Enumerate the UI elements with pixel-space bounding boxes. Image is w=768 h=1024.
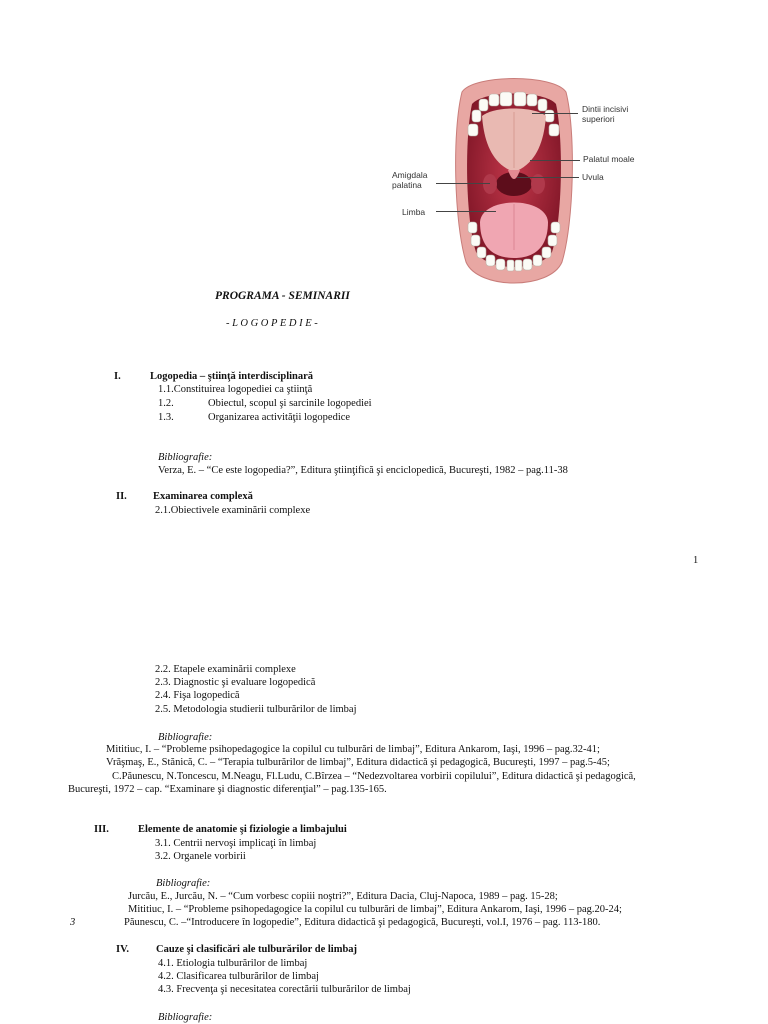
section-4-heading: Cauze şi clasificări ale tulburărilor de limbaj <box>156 944 358 955</box>
section-4-numeral: IV. <box>116 944 129 955</box>
label-upper-incisors <box>582 104 628 124</box>
section-2-item: 2.5. Metodologia studierii tulburărilor de limbaj <box>155 704 357 715</box>
page-number: 1 <box>693 555 699 566</box>
section-2-item: 2.1.Obiectivele examinării complexe <box>155 505 311 516</box>
section-1-item: Obiectul, scopul şi sarcinile logopediei <box>208 398 372 409</box>
leader-line <box>532 113 578 114</box>
section-3-item: 3.1. Centrii nervoşi implicaţi în limbaj <box>155 838 317 849</box>
section-3-bibliography-entry: Mititiuc, I. – “Probleme psihopedagogice la copilul cu tulburări de limbaj”, Editura Ankarom, Iaşi, 1996 – pag.20-24; <box>128 904 622 915</box>
section-2-bibliography-label: Bibliografie: <box>158 732 213 743</box>
section-3-bibliography-label: Bibliografie: <box>156 878 211 889</box>
section-1-numeral: I. <box>114 371 121 382</box>
label-tonsil-line1: Amigdala <box>392 170 428 180</box>
section-2-bibliography-entry: Mititiuc, I. – “Probleme psihopedagogice la copilul cu tulburări de limbaj”, Editura Ankarom, Iaşi, 1996 – pag.32-41; <box>106 744 600 755</box>
section-1-heading: Logopedia – ştiinţă interdisciplinară <box>150 371 314 382</box>
section-2-bibliography-entry: Vrăşmaş, E., Stănică, C. – “Terapia tulburărilor de limbaj”, Editura didactică şi pedagogică, Bucureşti, 1997 – pag.5-45; <box>106 757 610 768</box>
section-2-heading: Examinarea complexă <box>153 491 253 502</box>
leader-line <box>517 177 579 178</box>
section-1-item: Organizarea activităţii logopedice <box>208 412 351 423</box>
section-3-bibliography-entry: Păunescu, C. –“Introducere în logopedie”, Editura didactică şi pedagogică, Bucureşti, vol.I, 1976 – pag. 113-180. <box>124 917 601 928</box>
section-2-bibliography-entry: Bucureşti, 1972 – cap. “Examinare şi diagnostic diferenţial” – pag.135-165. <box>68 784 387 795</box>
section-4-bibliography-label: Bibliografie: <box>158 1012 213 1023</box>
section-4-item: 4.3. Frecvenţa şi necesitatea corectării tulburărilor de limbaj <box>158 984 411 995</box>
label-soft-palate: Palatul moale <box>583 154 635 164</box>
section-1-item-number: 1.2. <box>158 398 174 409</box>
section-2-bibliography-entry: C.Păunescu, N.Toncescu, M.Neagu, Fl.Ludu, C.Bîrzea – “Nedezvoltarea vorbirii copilului”, Editura didactică şi pedagogică, <box>112 771 636 782</box>
label-tonsil <box>392 170 427 190</box>
section-2-item: 2.3. Diagnostic şi evaluare logopedică <box>155 677 316 688</box>
leader-line <box>436 183 490 184</box>
page-subtitle: - L O G O P E D I E - <box>226 318 318 329</box>
label-tonsil-line2: palatina <box>392 180 422 190</box>
label-upper-incisors-line2: superiori <box>582 114 615 124</box>
section-4-item: 4.1. Etiologia tulburărilor de limbaj <box>158 958 308 969</box>
section-3-heading: Elemente de anatomie şi fiziologie a limbajului <box>138 824 347 835</box>
section-4-item: 4.2. Clasificarea tulburărilor de limbaj <box>158 971 319 982</box>
section-1-item-number: 1.3. <box>158 412 174 423</box>
leader-line <box>436 211 496 212</box>
side-number: 3 <box>70 917 76 928</box>
leader-line <box>530 160 580 161</box>
label-tongue: Limba <box>402 207 426 217</box>
label-upper-incisors-line1: Dintii incisivi <box>582 104 629 114</box>
section-3-bibliography-entry: Jurcău, E., Jurcău, N. – “Cum vorbesc copiii noştri?”, Editura Dacia, Cluj-Napoca, 1989 – pag. 15-28; <box>128 891 558 902</box>
section-2-item: 2.4. Fişa logopedică <box>155 690 240 701</box>
section-1-bibliography-label: Bibliografie: <box>158 452 213 463</box>
section-1-item: 1.1.Constituirea logopediei ca ştiinţă <box>158 384 313 395</box>
section-1-bibliography-entry: Verza, E. – “Ce este logopedia?”, Editura ştiinţifică şi enciclopedică, Bucureşti, 1982 – pag.11-38 <box>158 465 568 476</box>
label-uvula: Uvula <box>582 172 604 182</box>
section-3-item: 3.2. Organele vorbirii <box>155 851 246 862</box>
section-2-item: 2.2. Etapele examinării complexe <box>155 664 296 675</box>
page-title: PROGRAMA - SEMINARII <box>215 290 350 302</box>
section-2-numeral: II. <box>116 491 127 502</box>
section-3-numeral: III. <box>94 824 109 835</box>
